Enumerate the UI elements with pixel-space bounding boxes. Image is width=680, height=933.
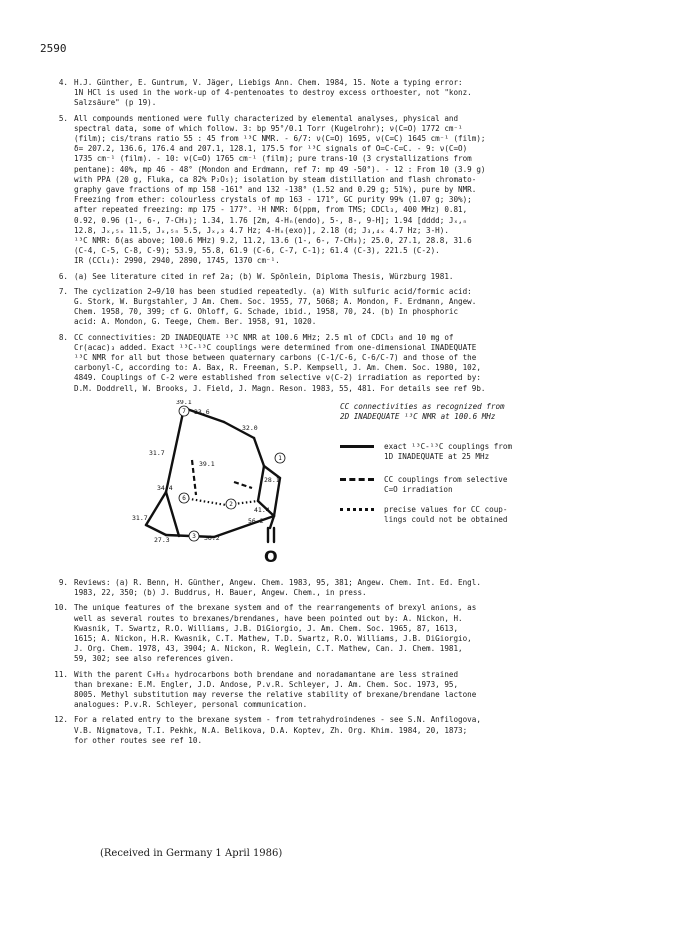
- bond: [146, 525, 166, 535]
- received-date: (Received in Germany 1 April 1986): [100, 848, 283, 859]
- page-number: 2590: [40, 42, 67, 55]
- reference-item: [52, 670, 652, 711]
- carbonyl-oxygen: O: [264, 546, 278, 566]
- reference-item: [52, 578, 652, 598]
- reference-item: [52, 603, 652, 664]
- atom-number: 1: [278, 454, 282, 462]
- reference-text: Reviews: (a) R. Benn, H. Günther, Angew. Chem. 1983, 95, 381; Angew. Chem. Int. Ed. Engl. 1983, 22, 350; (b) J. Buddrus, H. Bauer, Angew. Chem., in press.: [74, 577, 481, 598]
- reference-number: 5.: [58, 113, 68, 123]
- shift-label: 31.7: [132, 513, 148, 522]
- brexane-structure-diagram: [114, 400, 324, 568]
- shift-label: 39.1: [199, 459, 215, 468]
- reference-item: [52, 715, 652, 746]
- legend-text: precise values for CC coup- lings could not be obtained: [384, 504, 508, 524]
- bond-dashed: [234, 482, 252, 488]
- dotted-line-symbol: [340, 508, 374, 519]
- shift-label: 39.1: [176, 399, 192, 406]
- reference-item: [52, 287, 652, 328]
- shift-label: 31.7: [149, 448, 165, 457]
- shift-label: 27.3: [154, 535, 170, 544]
- atom-number: 7: [182, 407, 186, 415]
- bond: [166, 408, 184, 492]
- reference-number: 8.: [58, 332, 68, 342]
- atom-number: 6: [182, 494, 186, 502]
- reference-item: [52, 114, 652, 267]
- bond: [166, 492, 179, 536]
- legend-item-dotted: [340, 505, 507, 525]
- atom-number: 2: [229, 500, 233, 508]
- shift-label: 33.6: [194, 407, 210, 416]
- dashed-line-symbol: [340, 478, 374, 489]
- reference-text: With the parent C₉H₁₄ hydrocarbons both brendane and noradamantane are less strained than brexane: E.M. Engler, J.D. Andose, P.v.R. Schleyer, J. Am. Chem. Soc. 1973, 95, 8005. Methyl substitution may reverse the relative stability of brexane/brendane lactone analogues: P.v.R. Schleyer, personal communication.: [74, 669, 477, 710]
- shift-label: 56.2: [248, 516, 264, 525]
- reference-number: 4.: [58, 78, 68, 87]
- reference-number: 10.: [54, 603, 68, 613]
- legend-item-solid: [340, 442, 512, 462]
- reference-text: The cyclization 2→9/10 has been studied repeatedly. (a) With sulfuric acid/formic acid: G. Stork, W. Burgstahler, J Am. Chem. Soc. 1955, 77, 5068; A. Mondon, F. Erdmann, Angew. Chem. 1958, 70, 399; cf G. Ohloff, G. Schade, ibid., 1958, 70, 24. (b) In phosphoric acid: A. Mondon, G. Teege, Chem. Ber. 1958, 91, 1020.: [74, 286, 477, 327]
- connectivity-figure: [52, 400, 652, 568]
- bond: [254, 438, 264, 466]
- solid-line-symbol: [340, 445, 374, 456]
- bond-dashed: [192, 460, 196, 495]
- reference-item: [52, 333, 652, 394]
- reference-text: For a related entry to the brexane system - from tetrahydroindenes - see S.N. Anfilogova, V.B. Nigmatova, T.I. Pekhk, N.A. Belikova, D.A. Koptev, Zh. Org. Khim. 1984, 20, 1873; for other routes see ref 10.: [74, 715, 481, 745]
- legend-title: CC connectivities as recognized from 2D INADEQUATE ¹³C NMR at 100.6 MHz: [340, 401, 505, 421]
- reference-number: 12.: [54, 715, 68, 725]
- reference-number: 7.: [58, 286, 68, 296]
- reference-text: CC connectivities: 2D INADEQUATE ¹³C NMR at 100.6 MHz; 2.5 ml of CDCl₃ and 10 mg of Cr(acac)₃ added. Exact ¹³C-¹³C couplings were determined from one-dimensional INADEQUATE ¹³C NMR for all but those between quaternary carbons (C-1/C-6, C-6/C-7) and those of the carbonyl-C, according to: A. Bax, R. Freeman, S.P. Kempsell, J. Am. Chem. Soc. 1980, 102, 4849. Couplings of C-2 were established from selective ν(C-2) irradiation as reported by: D.M. Doddrell, W. Brooks, J. Field, J. Magn. Reson. 1983, 55, 481. For details see ref 9b.: [74, 332, 486, 393]
- references-list: [52, 78, 652, 751]
- atom-number: 3: [192, 532, 196, 540]
- legend-text: exact ¹³C-¹³C couplings from 1D INADEQUATE at 25 MHz: [384, 441, 513, 461]
- reference-text: The unique features of the brexane system and of the rearrangements of brexyl anions, as well as several routes to brexanes/brendanes, have been pointed out by: A. Nickon, H. Kwasnik, T. Swartz, R.O. Williams, J.B. DiGiorgio, J. Am. Chem. Soc. 1965, 87, 1613, 1615; A. Nickon, H.R. Kwasnik, C.T. Mathew, T.D. Swartz, R.O. Williams, J.B. DiGiorgio, J. Org. Chem. 1978, 43, 3904; A. Nickon, R. Weglein, C.T. Mathew, Can. J. Chem. 1981, 59, 302; see also references given.: [74, 603, 477, 664]
- reference-text: (a) See literature cited in ref 2a; (b) W. Spönlein, Diploma Thesis, Würzburg 1981.: [74, 271, 454, 281]
- legend-text: CC couplings from selective C=O irradiation: [384, 474, 508, 494]
- shift-label: 36.2: [204, 533, 220, 542]
- reference-number: 6.: [58, 271, 68, 281]
- reference-number: 9.: [58, 577, 68, 587]
- reference-text: H.J. Günther, E. Guntrum, V. Jäger, Liebigs Ann. Chem. 1984, 15. Note a typing error: 1N HCl is used in the work-up of 4-pentenoates to destroy excess orthoester, not "konz. Salzsäure" (p 19).: [74, 78, 472, 108]
- reference-number: 11.: [54, 669, 68, 679]
- shift-label: 34.4: [157, 483, 173, 492]
- shift-label: 28.1: [264, 475, 280, 484]
- legend-item-dashed: [340, 475, 507, 495]
- bond: [146, 492, 166, 525]
- bond-dotted: [184, 498, 226, 505]
- bond: [214, 516, 274, 537]
- shift-label: 32.0: [242, 423, 258, 432]
- shift-label: 41.4: [254, 505, 270, 514]
- reference-text: All compounds mentioned were fully characterized by elemental analyses, physical and spectral data, some of which follow. 3: bp 95°/0.1 Torr (Kugelrohr); ν(C=O) 1772 cm⁻¹ (film); cis/trans ratio 55 : 45 from ¹³C NMR. - 6/7: ν(C=O) 1695, ν(C=C) 1645 cm⁻¹ (film); δ= 207.2, 136.6, 176.4 and 207.1, 128.1, 175.5 for ¹³C signals of O=C-C=C. - 9: ν(C=O) 1735 cm⁻¹ (film). - 10: ν(C=O) 1765 cm⁻¹ (film); pure trans-10 (3 crystallizations from pentane): 40%, mp 46 - 48° (Mondon and Erdmann, ref 7: mp 49 -50°). - 12 : From 10 (3.9 g) with PPA (20 g, Fluka, ca 82% P₂O₅); isolation by steam distillation and flash chromato- graphy gave fractions of mp 158 -161° and 132 -138° (1.52 and 0.29 g; 51%), pure by NMR. Freezing from ether: colourless crystals of mp 163 - 171°, GC purity 99% (1.07 g; 30%); after repeated freezing: mp 175 - 177°. ¹H NMR: δ(ppm, from TMS; CDCl₃, 400 MHz) 0.81, 0.92, 0.96 (1-, 6-, 7-CH₃); 1.34, 1.76 [2m, 4-Hₙ(endo), 5-, 8-, 9-H]; 1.94 [dddd; Jₓ,ₙ 12.8, Jₓ,₅ₓ 11.5, Jₓ,₅ₙ 5.5, Jₓ,₃ 4.7 Hz; 4-Hₓ(exo)], 2.18 (d; J₃,₄ₓ 4.7 Hz; 3-H). ¹³C NMR: δ(as above; 100.6 MHz) 9.2, 11.2, 13.6 (1-, 6-, 7-CH₃); 25.0, 27.1, 28.8, 31.6 (C-4, C-5, C-8, C-9); 53.9, 55.8, 61.9 (C-6, C-7, C-1); 61.4 (C-3), 221.5 (C-2). IR (CCl₄): 2990, 2940, 2890, 1745, 1370 cm⁻¹.: [74, 113, 486, 266]
- reference-item: [52, 78, 652, 109]
- reference-item: [52, 272, 652, 282]
